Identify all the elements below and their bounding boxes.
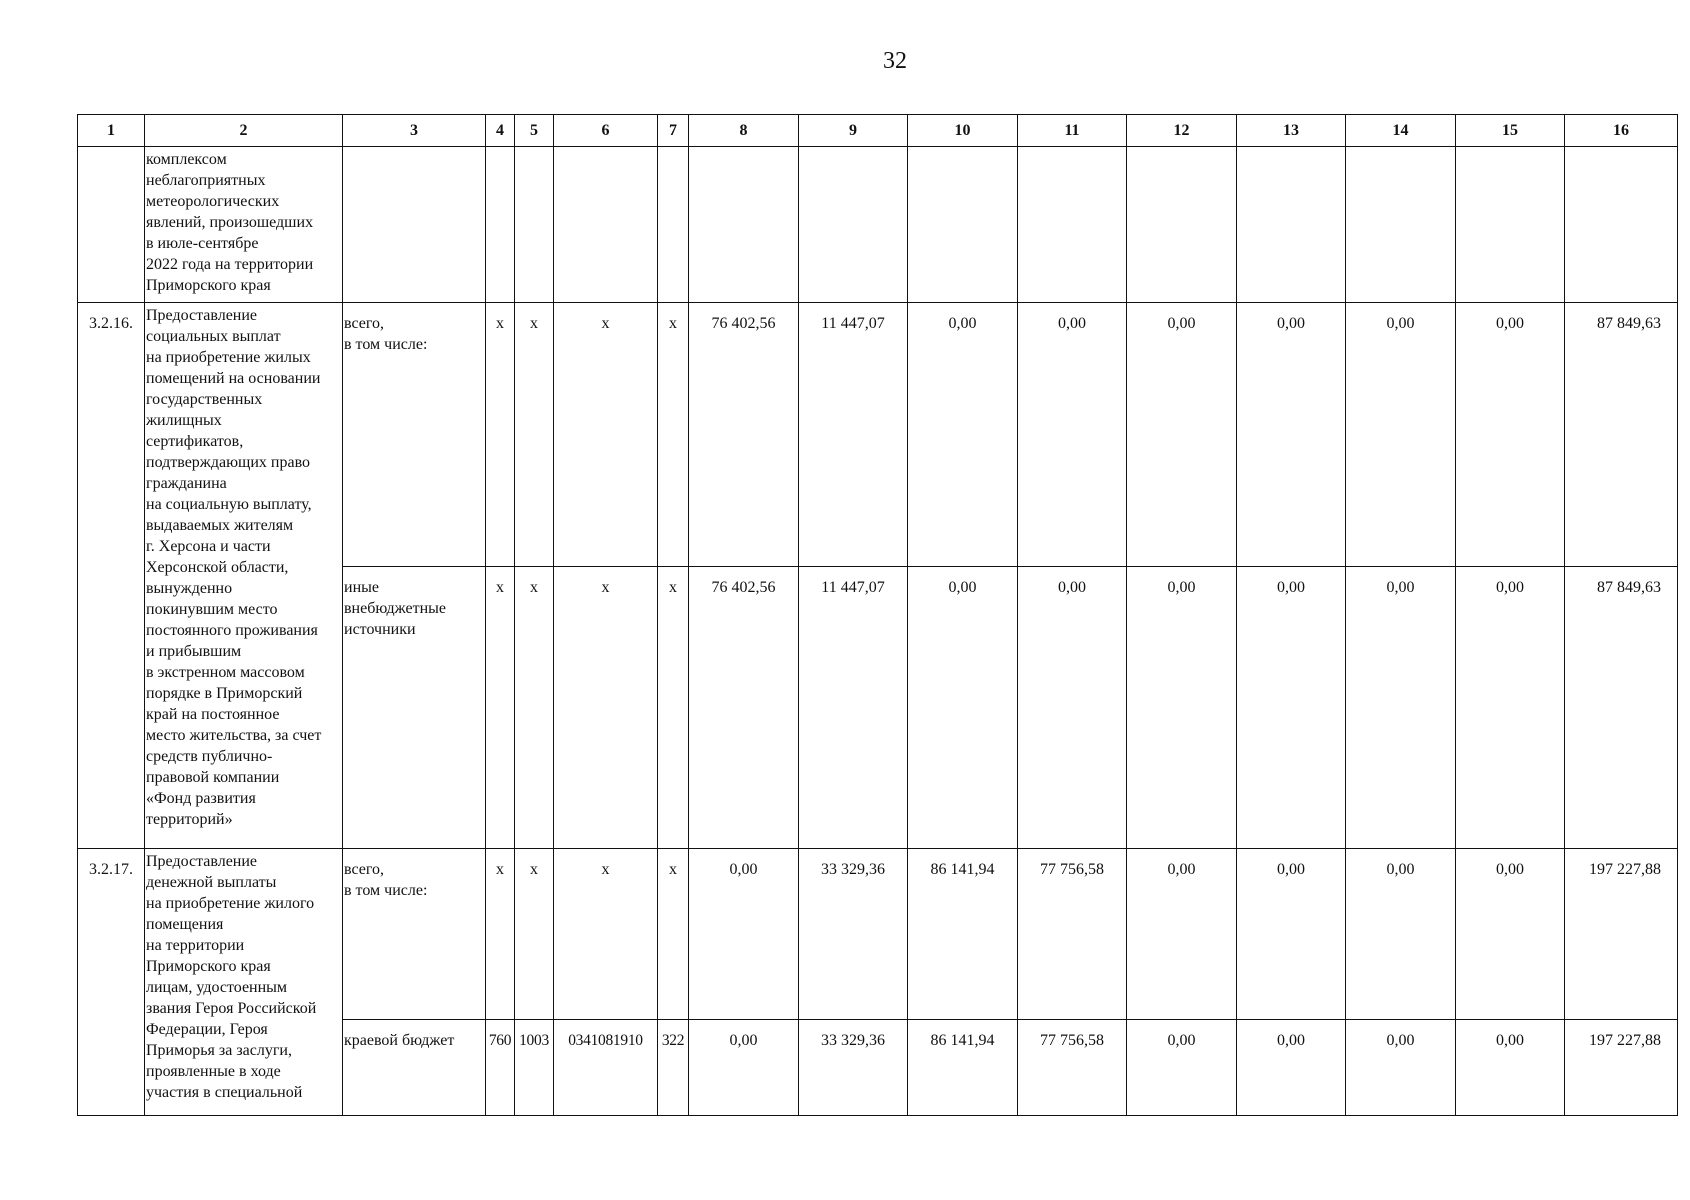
table-header [78, 115, 1678, 147]
col-6-cell [554, 147, 658, 303]
name-line: 2022 года на территории [146, 256, 314, 273]
name-line: Приморского края [146, 277, 271, 294]
col-6-cell: x [554, 303, 658, 567]
col-10-cell: 86 141,94 [908, 849, 1018, 1020]
header-col-7: 7 [658, 115, 689, 147]
source-line: всего, [344, 861, 385, 878]
row-name [145, 849, 343, 1116]
name-line: помещений на основании [146, 370, 321, 387]
header-col-1: 1 [78, 115, 145, 147]
col-10-cell: 86 141,94 [908, 1020, 1018, 1116]
col-7-cell: x [658, 567, 689, 849]
col-13-cell: 0,00 [1237, 567, 1346, 849]
col-6-cell: x [554, 567, 658, 849]
name-line: комплексом [146, 151, 227, 168]
col-8-cell [689, 147, 799, 303]
col-14-cell: 0,00 [1346, 849, 1456, 1020]
name-line: подтверждающих право [146, 454, 311, 471]
name-line: постоянного проживания [146, 622, 318, 639]
name-line: на социальную выплату, [146, 496, 312, 513]
col-5-cell: x [515, 303, 554, 567]
budget-table [77, 114, 1678, 1116]
header-col-8: 8 [689, 115, 799, 147]
table-row-3-2-16-total [78, 303, 1678, 567]
name-line: правовой компании [146, 769, 280, 786]
col-16-cell: 87 849,63 [1565, 567, 1678, 849]
col-15-cell [1456, 147, 1565, 303]
col-8-cell: 0,00 [689, 849, 799, 1020]
col-14-cell: 0,00 [1346, 1020, 1456, 1116]
row-name [145, 303, 343, 849]
source-line: внебюджетные [344, 600, 446, 617]
name-line: лицам, удостоенным [146, 979, 288, 996]
name-line: звания Героя Российской [146, 1000, 317, 1017]
name-line: край на постоянное [146, 706, 280, 723]
col-6-cell: x [554, 849, 658, 1020]
name-line: средств публично- [146, 748, 273, 765]
col-16-cell: 197 227,88 [1565, 849, 1678, 1020]
header-col-13: 13 [1237, 115, 1346, 147]
col-8-cell: 76 402,56 [689, 303, 799, 567]
col-15-cell: 0,00 [1456, 849, 1565, 1020]
source-line: краевой бюджет [344, 1032, 455, 1049]
name-line: территорий» [146, 811, 233, 828]
col-13-cell: 0,00 [1237, 1020, 1346, 1116]
col-11-cell: 77 756,58 [1018, 849, 1127, 1020]
source-line: в том числе: [344, 882, 428, 899]
source-cell [343, 849, 486, 1020]
name-line: на приобретение жилых [146, 349, 311, 366]
name-line: сертификатов, [146, 433, 244, 450]
col-9-cell: 33 329,36 [799, 849, 908, 1020]
name-line: вынужденно [146, 580, 233, 597]
name-line: государственных [146, 391, 263, 408]
col-16-cell: 197 227,88 [1565, 1020, 1678, 1116]
source-line: иные [344, 579, 379, 596]
col-11-cell: 77 756,58 [1018, 1020, 1127, 1116]
col-5-cell: 1003 [515, 1020, 554, 1116]
col-16-cell [1565, 147, 1678, 303]
header-col-3: 3 [343, 115, 486, 147]
col-9-cell: 11 447,07 [799, 303, 908, 567]
name-line: выдаваемых жителям [146, 517, 294, 534]
header-col-4: 4 [486, 115, 515, 147]
col-11-cell: 0,00 [1018, 567, 1127, 849]
col-14-cell [1346, 147, 1456, 303]
col-4-cell: 760 [486, 1020, 515, 1116]
name-line: на территории [146, 937, 245, 954]
table-row-3-2-17-total [78, 849, 1678, 1020]
col-15-cell: 0,00 [1456, 1020, 1565, 1116]
col-12-cell [1127, 147, 1237, 303]
col-7-cell: x [658, 303, 689, 567]
header-col-12: 12 [1127, 115, 1237, 147]
header-col-2: 2 [145, 115, 343, 147]
col-9-cell [799, 147, 908, 303]
name-line: Предоставление [146, 307, 258, 324]
header-col-14: 14 [1346, 115, 1456, 147]
col-4-cell [486, 147, 515, 303]
header-row [78, 115, 1678, 147]
name-line: место жительства, за счет [146, 727, 322, 744]
name-line: «Фонд развития [146, 790, 256, 807]
col-13-cell: 0,00 [1237, 849, 1346, 1020]
col-4-cell: x [486, 849, 515, 1020]
name-line: Федерации, Героя [146, 1021, 268, 1038]
col-12-cell: 0,00 [1127, 1020, 1237, 1116]
page-number: 32 [883, 48, 907, 74]
name-line: помещения [146, 916, 224, 933]
col-7-cell: x [658, 849, 689, 1020]
header-col-10: 10 [908, 115, 1018, 147]
source-line: всего, [344, 315, 385, 332]
col-12-cell: 0,00 [1127, 849, 1237, 1020]
col-5-cell: x [515, 849, 554, 1020]
col-11-cell [1018, 147, 1127, 303]
col-11-cell: 0,00 [1018, 303, 1127, 567]
name-line: и прибывшим [146, 643, 242, 660]
name-line: метеорологических [146, 193, 280, 210]
col-10-cell: 0,00 [908, 303, 1018, 567]
name-line: социальных выплат [146, 328, 281, 345]
name-line: г. Херсона и части [146, 538, 271, 555]
header-col-16: 16 [1565, 115, 1678, 147]
col-4-cell: x [486, 303, 515, 567]
col-13-cell [1237, 147, 1346, 303]
header-col-11: 11 [1018, 115, 1127, 147]
name-line: на приобретение жилого [146, 895, 315, 912]
name-line: Предоставление [146, 853, 258, 870]
col-14-cell: 0,00 [1346, 567, 1456, 849]
name-line: порядке в Приморский [146, 685, 303, 702]
col-15-cell: 0,00 [1456, 567, 1565, 849]
col-8-cell: 76 402,56 [689, 567, 799, 849]
col-10-cell [908, 147, 1018, 303]
row-code: 3.2.17. [78, 849, 145, 1116]
name-line: проявленные в ходе [146, 1063, 281, 1080]
header-col-9: 9 [799, 115, 908, 147]
name-line: денежной выплаты [146, 874, 277, 891]
name-line: участия в специальной [146, 1084, 303, 1101]
name-line: гражданина [146, 475, 227, 492]
code-cell [78, 147, 145, 303]
source-cell [343, 567, 486, 849]
col-8-cell: 0,00 [689, 1020, 799, 1116]
col-6-cell: 0341081910 [554, 1020, 658, 1116]
name-line: неблагоприятных [146, 172, 266, 189]
col-4-cell: x [486, 567, 515, 849]
name-line: покинувшим место [146, 601, 278, 618]
table-row-continuation [78, 147, 1678, 303]
col-12-cell: 0,00 [1127, 303, 1237, 567]
source-cell [343, 303, 486, 567]
col-7-cell: 322 [658, 1020, 689, 1116]
col-15-cell: 0,00 [1456, 303, 1565, 567]
name-line: явлений, произошедших [146, 214, 314, 231]
header-col-15: 15 [1456, 115, 1565, 147]
source-line: в том числе: [344, 336, 428, 353]
source-line: источники [344, 621, 416, 638]
name-line: Приморья за заслуги, [146, 1042, 292, 1059]
col-14-cell: 0,00 [1346, 303, 1456, 567]
col-9-cell: 33 329,36 [799, 1020, 908, 1116]
col-5-cell [515, 147, 554, 303]
col-12-cell: 0,00 [1127, 567, 1237, 849]
col-16-cell: 87 849,63 [1565, 303, 1678, 567]
name-line: в экстренном массовом [146, 664, 305, 681]
header-col-5: 5 [515, 115, 554, 147]
col-5-cell: x [515, 567, 554, 849]
col-9-cell: 11 447,07 [799, 567, 908, 849]
source-cell [343, 147, 486, 303]
col-7-cell [658, 147, 689, 303]
name-line: Приморского края [146, 958, 271, 975]
name-cell [145, 147, 343, 303]
name-line: в июле-сентябре [146, 235, 259, 252]
header-col-6: 6 [554, 115, 658, 147]
col-10-cell: 0,00 [908, 567, 1018, 849]
col-13-cell: 0,00 [1237, 303, 1346, 567]
name-line: Херсонской области, [146, 559, 289, 576]
source-cell [343, 1020, 486, 1116]
row-code: 3.2.16. [78, 303, 145, 849]
name-line: жилищных [146, 412, 222, 429]
